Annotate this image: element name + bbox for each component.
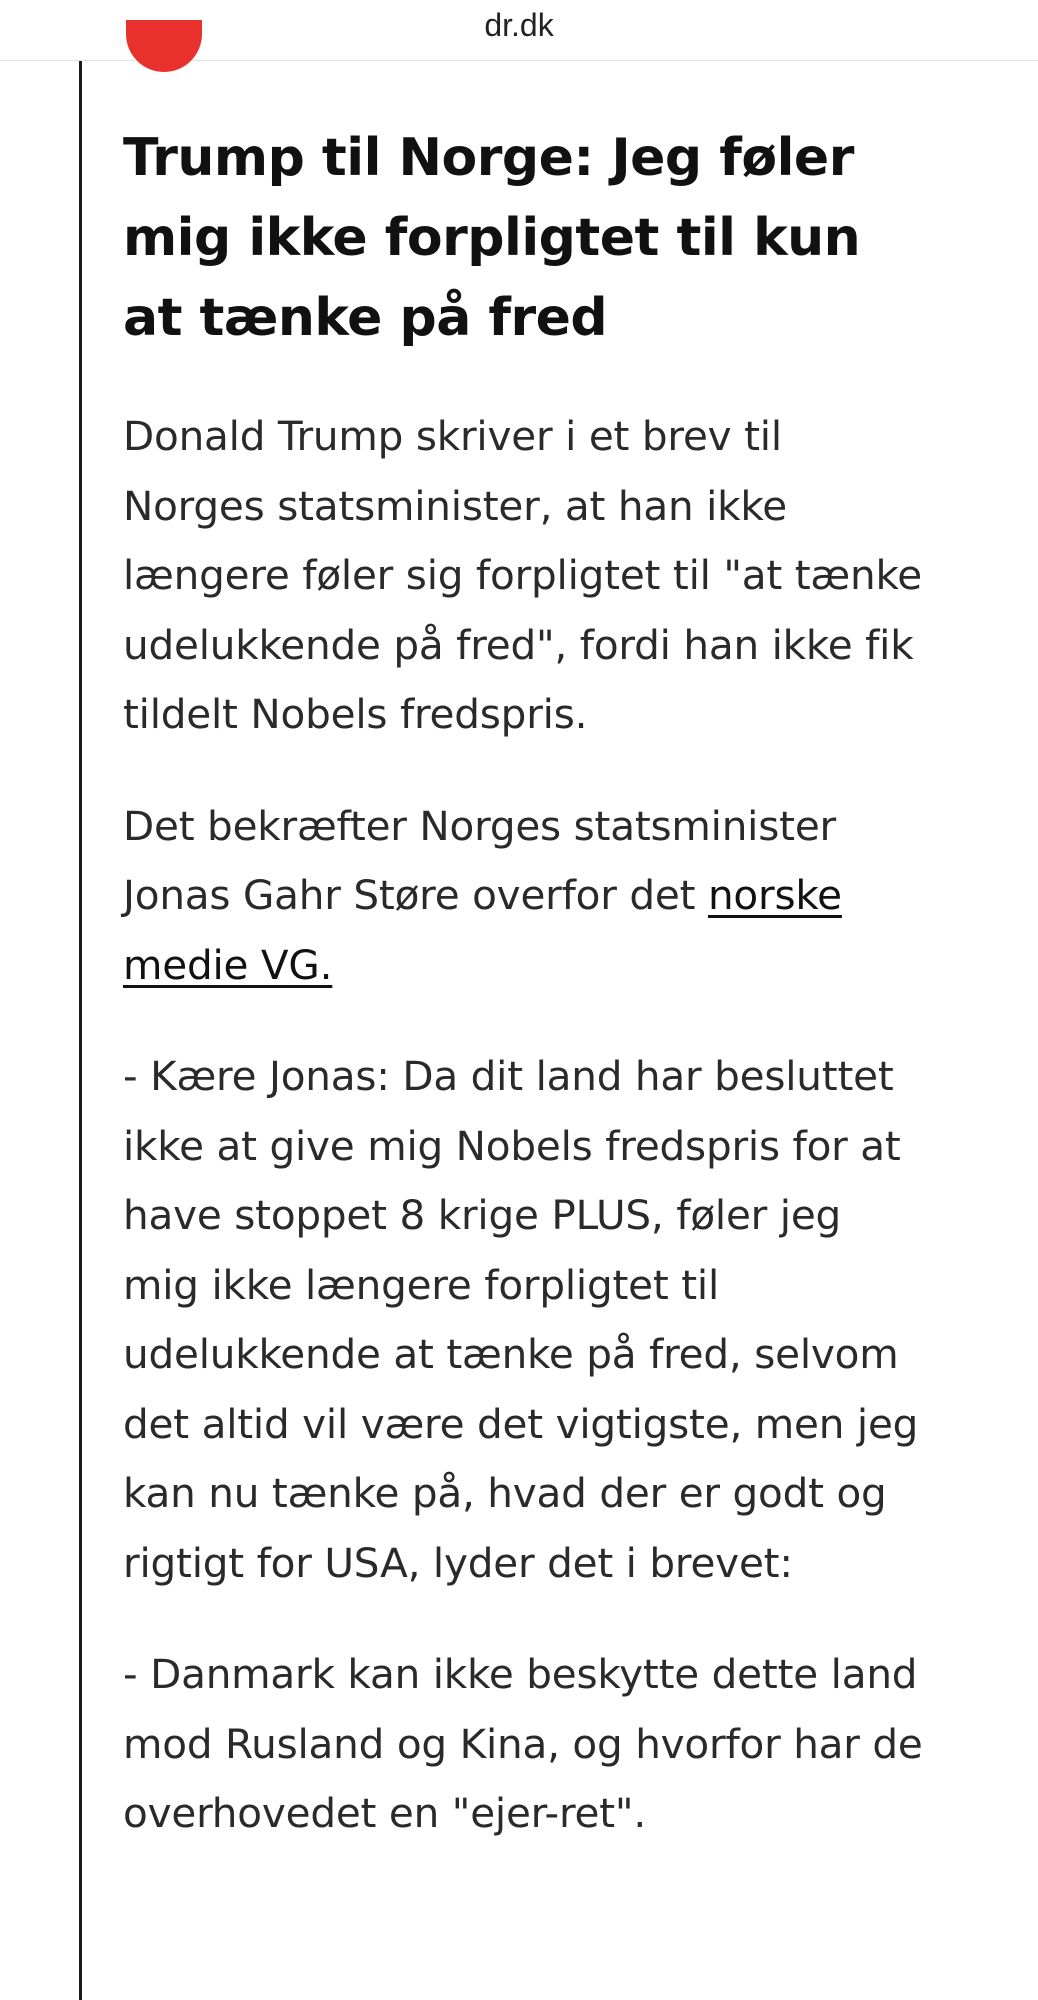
timeline-marker-dot (126, 20, 202, 72)
article-paragraph: - Danmark kan ikke beskytte dette land mod Rusland og Kina, og hvorfor har de overhovedet en "ejer-ret". (123, 1650, 923, 1837)
vg-source-link[interactable]: norske medie VG. (123, 871, 842, 989)
timeline-line (79, 61, 82, 2000)
article-paragraph: - Kære Jonas: Da dit land har besluttet ikke at give mig Nobels fredspris for at have stoppet 8 krige PLUS, føler jeg mig ikke længere forpligtet til udelukkende at tænke på fred, selvom det altid vil være det vigtigste, men jeg kan nu tænke på, hvad der er godt og rigtigt for USA, lyder det i brevet: (123, 1052, 919, 1587)
url-text[interactable]: dr.dk (484, 7, 554, 43)
article-headline: Trump til Norge: Jeg føler mig ikke forpligtet til kun at tænke på fred (123, 128, 861, 348)
article-paragraph (123, 792, 923, 1001)
article-paragraph: Donald Trump skriver i et brev til Norges statsminister, at han ikke længere føler sig forpligtet til "at tænke udelukkende på fred", fordi han ikke fik tildelt Nobels fredspris. (123, 412, 922, 738)
paragraph-text: Det bekræfter Norges statsminister Jonas Gahr Støre overfor det (123, 801, 836, 919)
article-body (123, 118, 923, 1849)
